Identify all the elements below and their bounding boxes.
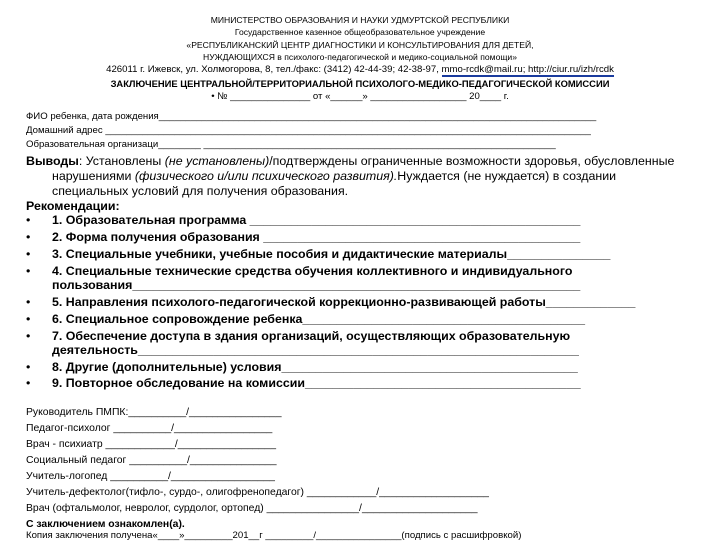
rec-item: • 9. Повторное обследование на комиссии________________________________________: [26, 376, 581, 390]
institution-name-2: НУЖДАЮЩИХСЯ в психолого-педагогической и медико-социальной помощи»: [202, 52, 517, 62]
signature-line: Врач (офтальмолог, невролог, сурдолог, ортопед) ________________/____________________: [26, 503, 478, 514]
rec-item: • 7. Обеспечение доступа в здания организаций, осуществляющих образовательную деятельность________________________________________________________________: [26, 329, 579, 357]
recommendations-title: Рекомендации:: [26, 199, 120, 213]
signature-line: Социальный педагог __________/_______________: [26, 455, 277, 466]
institution-type: Государственное казенное общеобразовательное учреждение: [234, 27, 486, 37]
copy-received-line: Копия заключения получена«____»_________201__г _________/________________(подпись с расшифровкой): [26, 530, 522, 541]
conclusion-italic-2: (физического и/или психического развития).: [134, 169, 398, 183]
rec-item: • 8. Другие (дополнительные) условия___________________________________________: [26, 360, 578, 374]
home-address-field: Домашний адрес ___________________________________________________________________________________________: [26, 125, 591, 136]
address-text: 426011 г. Ижевск, ул. Холмогорова, 8, тел./факс: (3412) 42-44-39; 42-38-97,: [106, 64, 442, 75]
rec-item: • 2. Форма получения образования ______________________________________________: [26, 230, 581, 244]
conclusion-line-3: специальных условий для получения образования.: [52, 184, 349, 198]
number-date-line: • № _______________ от «______» __________________ 20____ г.: [211, 91, 509, 102]
conclusion-text-1: : Установлены: [78, 154, 165, 168]
signature-line: Врач - психиатр ____________/_________________: [26, 439, 276, 450]
conclusion-block: [26, 154, 716, 199]
conclusion-text-4: Нуждается (не нуждается) в создании: [397, 169, 617, 183]
rec-item: • 6. Специальное сопровождение ребенка_________________________________________: [26, 312, 585, 326]
signature-line: Учитель-логопед __________/__________________: [26, 471, 275, 482]
rec-item: • 3. Специальные учебники, учебные пособия и дидактические материалы_______________: [26, 247, 611, 261]
signature-line: Учитель-дефектолог(тифло-, сурдо-, олигофренопедагог) ____________/___________________: [26, 487, 489, 498]
conclusion-italic-1: (не установлены): [164, 154, 270, 168]
organization-field: Образовательная организаци________ __________________________________________________________________: [26, 139, 556, 150]
acknowledgement-line: С заключением ознакомлен(а).: [26, 519, 185, 530]
rec-item: • 4. Специальные технические средства обучения коллективного и индивидуального пользования_________________________________________________________________: [26, 264, 581, 292]
conclusion-line-2: [26, 169, 716, 184]
conclusion-text-3: нарушениями: [52, 169, 135, 183]
email-web-link[interactable]: mmo-rcdk@mail.ru; http://ciur.ru/izh/rcdk: [441, 64, 614, 75]
signature-line: Педагог-психолог __________/_________________: [26, 423, 273, 434]
rec-item: • 1. Образовательная программа ________________________________________________: [26, 213, 581, 227]
rec-item: • 5. Направления психолого-педагогической коррекционно-развивающей работы_____________: [26, 295, 636, 309]
ministry-name: МИНИСТЕРСТВО ОБРАЗОВАНИЯ И НАУКИ УДМУРТСКОЙ РЕСПУБЛИКИ: [210, 15, 510, 25]
conclusion-label: Выводы: [26, 154, 79, 168]
institution-name: «РЕСПУБЛИКАНСКИЙ ЦЕНТР ДИАГНОСТИКИ И КОНСУЛЬТИРОВАНИЯ ДЛЯ ДЕТЕЙ,: [186, 40, 534, 50]
document-title: ЗАКЛЮЧЕНИЕ ЦЕНТРАЛЬНОЙ/ТЕРРИТОРИАЛЬНОЙ ПСИХОЛОГО-МЕДИКО-ПЕДАГОГИЧЕСКОЙ КОМИССИИ: [110, 78, 610, 89]
child-name-field: ФИО ребенка, дата рождения__________________________________________________________________________________: [26, 111, 597, 122]
address-line: [0, 64, 720, 75]
signature-line: Руководитель ПМПК:__________/________________: [26, 407, 282, 418]
conclusion-text-2: /подтверждены ограниченные возможности здоровья, обусловленные: [269, 154, 675, 168]
